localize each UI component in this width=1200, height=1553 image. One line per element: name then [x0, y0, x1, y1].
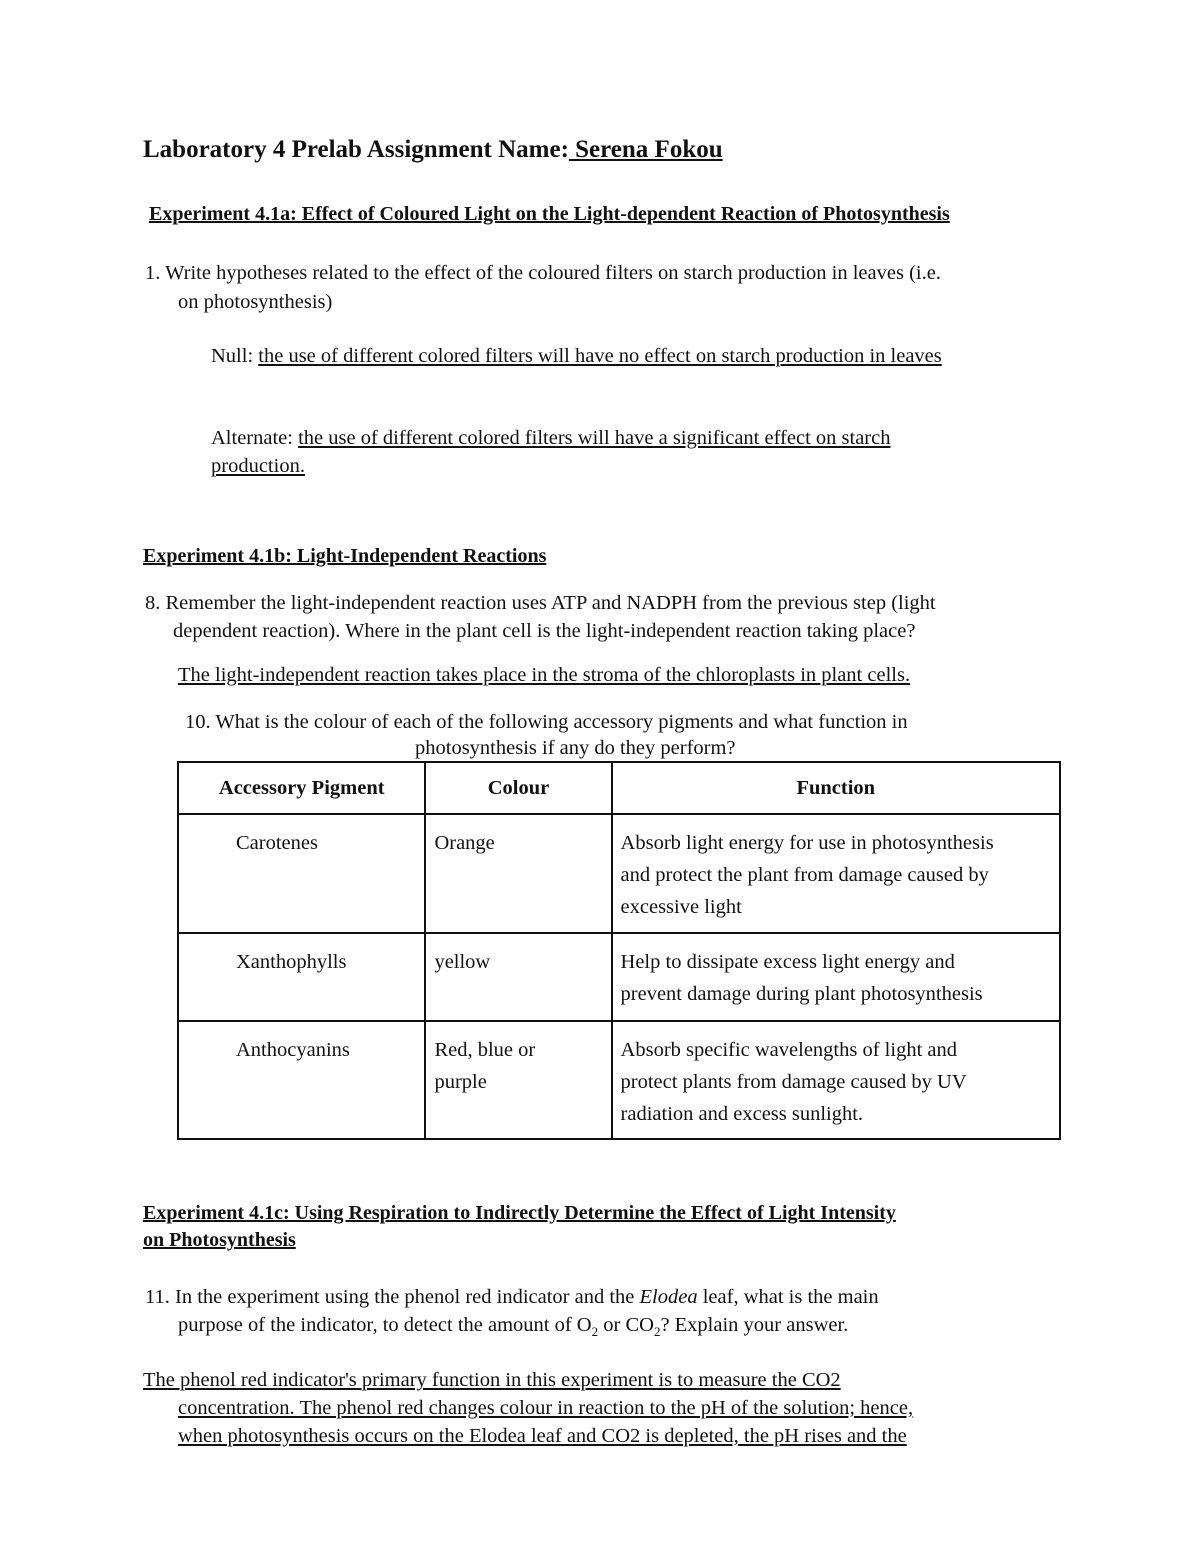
exp-4-1c-heading-line1: Experiment 4.1c: Using Respiration to Indirectly Determine the Effect of Light Intensity [143, 1202, 896, 1224]
q11-sub-o2: 2 [591, 1324, 599, 1340]
title-prefix: Laboratory 4 Prelab Assignment Name: [143, 136, 569, 163]
q8-line1: 8. Remember the light-independent reaction uses ATP and NADPH from the previous step (light [145, 592, 936, 614]
q11-line2-b: or CO [598, 1314, 654, 1336]
q11-answer-line1: The phenol red indicator's primary function in this experiment is to measure the CO2 [143, 1369, 841, 1391]
table-row [178, 933, 1060, 1021]
accessory-pigment-table [177, 761, 1061, 1140]
function-line: Absorb light energy for use in photosynthesis [620, 832, 994, 854]
colour-yellow: yellow [434, 951, 491, 973]
alternate-hypothesis [211, 424, 890, 452]
colour-cell [425, 933, 611, 1021]
header-accessory-pigment: Accessory Pigment [178, 762, 425, 814]
alt-answer-line1: the use of different colored filters will have a significant effect on starch [298, 427, 891, 449]
page-title [143, 136, 723, 164]
student-name: Serena Fokou [568, 136, 723, 163]
q11-text-b: leaf, what is the main [697, 1286, 879, 1308]
q11-line1 [145, 1283, 879, 1311]
colour-cell [425, 814, 611, 933]
q8-answer: The light-independent reaction takes place in the stroma of the chloroplasts in plant cells. [178, 664, 911, 686]
q11-elodea: Elodea [639, 1286, 698, 1308]
pigment-cell [178, 1021, 425, 1139]
q10-line1: 10. What is the colour of each of the following accessory pigments and what function in [185, 711, 908, 733]
colour-red-blue-purple [426, 1022, 610, 1106]
function-line: Help to dissipate excess light energy and [620, 951, 955, 973]
q11-line2 [178, 1311, 848, 1346]
alt-answer-line2: production. [211, 455, 305, 477]
function-line: excessive light [620, 896, 742, 918]
exp-4-1b-heading: Experiment 4.1b: Light-Independent Reactions [143, 545, 547, 567]
q11-line2-a: purpose of the indicator, to detect the amount of O [178, 1314, 592, 1336]
header-function: Function [612, 762, 1060, 814]
pigment-carotenes: Carotenes [236, 832, 318, 854]
alt-label: Alternate: [211, 427, 299, 449]
pigment-anthocyanins: Anthocyanins [236, 1039, 350, 1061]
colour-cell [425, 1021, 611, 1139]
null-label: Null: [211, 345, 259, 367]
q11-line2-c: ? Explain your answer. [660, 1314, 849, 1336]
pigment-cell [178, 814, 425, 933]
q11-answer-line3: when photosynthesis occurs on the Elodea leaf and CO2 is depleted, the pH rises and the [178, 1425, 907, 1447]
table-row [178, 1021, 1060, 1139]
q11-answer-line2: concentration. The phenol red changes colour in reaction to the pH of the solution; hence, [178, 1397, 914, 1419]
q8-line2: dependent reaction). Where in the plant cell is the light-independent reaction taking place? [173, 620, 916, 642]
exp-4-1c-heading-line2: on Photosynthesis [143, 1229, 296, 1251]
pigment-cell [178, 933, 425, 1021]
function-line: prevent damage during plant photosynthesis [620, 983, 983, 1005]
q11-text-a: 11. In the experiment using the phenol red indicator and the [145, 1286, 640, 1308]
colour-line: Red, blue or [434, 1039, 536, 1061]
function-text [613, 1022, 1059, 1138]
function-line: radiation and excess sunlight. [620, 1103, 864, 1125]
function-cell [612, 814, 1060, 933]
function-line: and protect the plant from damage caused by [620, 864, 989, 886]
header-colour: Colour [425, 762, 611, 814]
q1-line1: 1. Write hypotheses related to the effect of the coloured filters on starch production in leaves (i.e. [145, 262, 941, 284]
colour-orange: Orange [434, 832, 495, 854]
null-answer: the use of different colored filters will have no effect on starch production in leaves [258, 345, 942, 367]
function-text [613, 934, 1059, 1018]
table-header-row [178, 762, 1060, 814]
table-row [178, 814, 1060, 933]
function-line: protect plants from damage caused by UV [620, 1071, 967, 1093]
function-text [613, 815, 1059, 931]
q11-sub-co2: 2 [653, 1324, 661, 1340]
pigment-xanthophylls: Xanthophylls [236, 951, 347, 973]
function-cell [612, 933, 1060, 1021]
function-line: Absorb specific wavelengths of light and [620, 1039, 957, 1061]
function-cell [612, 1021, 1060, 1139]
null-hypothesis [211, 342, 942, 370]
q1-line2: on photosynthesis) [178, 291, 333, 313]
q10-line2: photosynthesis if any do they perform? [415, 737, 736, 759]
colour-line: purple [434, 1071, 487, 1093]
exp-4-1a-heading: Experiment 4.1a: Effect of Coloured Light on the Light-dependent Reaction of Photosynthesis [149, 203, 950, 225]
